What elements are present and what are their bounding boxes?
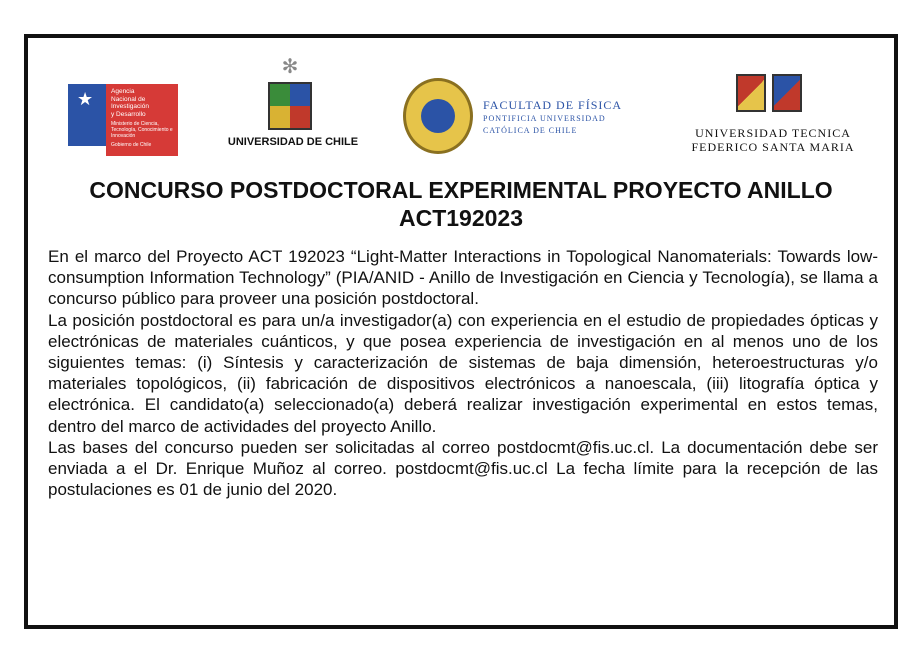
facultad-fisica-logo bbox=[403, 78, 658, 158]
utfsm-name-line2: FEDERICO SANTA MARIA bbox=[691, 140, 855, 154]
universidad-de-chile-logo bbox=[213, 56, 373, 156]
uchile-name: UNIVERSIDAD DE CHILE bbox=[227, 136, 359, 148]
shield-icon bbox=[268, 82, 312, 130]
paragraph: Las bases del concurso pueden ser solicitadas al correo postdocmt@fis.uc.cl. La documentación debe ser enviada a el Dr. Enrique Muñoz al correo. postdocmt@fis.uc.cl La fecha límite para la recepción de las postulaciones es 01 de junio del 2020. bbox=[48, 437, 878, 500]
crest-icon bbox=[733, 74, 805, 114]
page-title: CONCURSO POSTDOCTORAL EXPERIMENTAL PROYECTO ANILLO ACT192023 bbox=[89, 177, 833, 231]
logo-row bbox=[28, 38, 894, 173]
anid-logo-text: Gobierno de Chile bbox=[111, 142, 152, 148]
announcement-frame bbox=[24, 34, 898, 629]
utfsm-logo bbox=[673, 74, 873, 154]
seal-icon bbox=[403, 78, 473, 154]
anid-logo-text: Agencia bbox=[111, 88, 135, 95]
fisica-subtitle: CATÓLICA DE CHILE bbox=[483, 126, 578, 135]
fisica-title: FACULTAD DE FÍSICA bbox=[483, 98, 623, 112]
paragraph: En el marco del Proyecto ACT 192023 “Light-Matter Interactions in Topological Nanomaterials: Towards low-consumption Information Technology” (PIA/ANID - Anillo de Investigación en Ciencia y Tecnología), se llama a concurso público para proveer una posición postdoctoral. bbox=[48, 247, 878, 309]
star-icon: ★ bbox=[77, 89, 94, 109]
utfsm-name-line1: UNIVERSIDAD TECNICA bbox=[695, 126, 851, 140]
anid-logo bbox=[68, 84, 178, 156]
paragraph: La posición postdoctoral es para un/a investigador(a) con experiencia en el estudio de propiedades ópticas y electrónicas de materiales cuánticos, y que posea experiencia de investigación en al menos uno de los siguientes temas: (i) Síntesis y caracterización de sistemas de baja dimensión, heteroestructuras y/o materiales topológicos, (ii) fabricación de dispositivos electrónicos a nanoescala, (iii) litografía óptica y electrónica. El candidato(a) seleccionado(a) deberá realizar investigación experimental en estos temas, dentro del marco de actividades del proyecto Anillo. bbox=[48, 310, 878, 436]
anid-logo-text: y Desarrollo bbox=[111, 110, 146, 118]
announcement-body bbox=[48, 246, 878, 500]
anid-logo-text: Investigación bbox=[111, 103, 149, 110]
anid-logo-text: Ministerio de Ciencia, Tecnología, Conocimiento e Innovación bbox=[111, 121, 173, 139]
anid-logo-text: Nacional de bbox=[111, 95, 146, 103]
feather-icon: ✻ bbox=[281, 56, 299, 78]
fisica-subtitle: PONTIFICIA UNIVERSIDAD bbox=[483, 114, 606, 123]
